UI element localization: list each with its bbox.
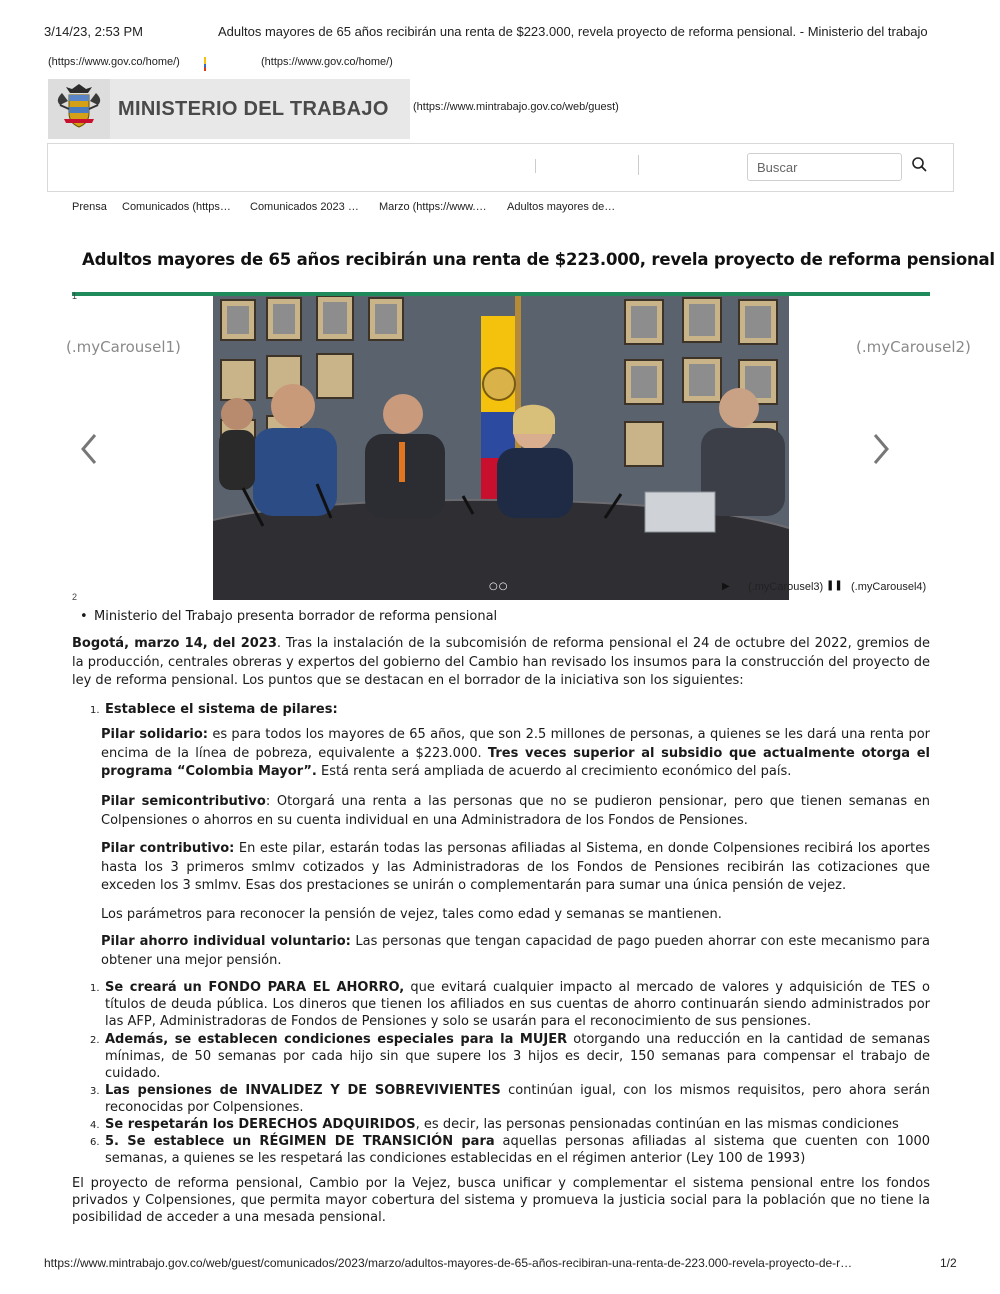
gov-home-link[interactable]: (https://www.gov.co/home/) <box>48 56 180 68</box>
pause-icon[interactable]: ❚❚ <box>826 580 843 591</box>
pilar-semi-label: Pilar semicontributivo <box>101 794 266 809</box>
carousel-prev-link[interactable]: (.myCarousel1) <box>66 338 181 356</box>
carousel-link-4[interactable]: (.myCarousel4) <box>851 581 927 593</box>
intro-lead: Bogotá, marzo 14, del 2023 <box>72 636 277 651</box>
invalidez-heading: Las pensiones de INVALIDEZ Y DE SOBREVIVIENTES <box>105 1083 501 1098</box>
breadcrumb-item-comunicados-2023[interactable]: Comunicados 2023 … <box>250 201 359 213</box>
pilar-ahorro <box>101 933 930 970</box>
ministry-title: MINISTERIO DEL TRABAJO <box>118 98 389 120</box>
breadcrumb-item-prensa[interactable]: Prensa <box>72 201 107 213</box>
chevron-left-icon[interactable] <box>79 432 99 466</box>
intro-text: . Tras la instalación de la subcomisión de reforma pensional el 24 de octubre del 2022, gremios de la producción, centrales obreras y expertos del gobierno del Cambio han revisado los insumos para la construcción del proyecto de ley de reforma pensional. Los puntos que se destacan en el borrador de la iniciativa son los siguientes: <box>72 636 930 688</box>
print-footer-url: https://www.mintrabajo.gov.co/web/guest/comunicados/2023/marzo/adultos-mayores-de-65-años-recibiran-una-renta-de-223.000-revela-proyecto-de-r… <box>44 1256 853 1270</box>
gov-colors-bar <box>204 57 206 71</box>
pilar-contrib-label: Pilar contributivo: <box>101 841 235 856</box>
print-page-number: 1/2 <box>940 1256 957 1270</box>
list-number: 1. <box>90 983 100 994</box>
nav-separator <box>638 155 639 175</box>
photo-caption <box>80 608 498 627</box>
ministry-home-link[interactable]: (https://www.mintrabajo.gov.co/web/guest) <box>413 101 619 113</box>
carousel-marker: 2 <box>72 592 78 602</box>
bullet-icon: • <box>80 609 88 624</box>
carousel-photo <box>213 296 789 600</box>
mujer-heading: Además, se establecen condiciones especiales para la MUJER <box>105 1032 568 1047</box>
search-input[interactable] <box>747 153 902 181</box>
list-number: 2. <box>90 1035 100 1046</box>
coat-of-arms-icon <box>48 79 110 139</box>
list-number: 1. <box>90 705 100 716</box>
carousel-next-link[interactable]: (.myCarousel2) <box>856 338 971 356</box>
carousel-marker: 1 <box>72 291 78 301</box>
gov-home-link-2[interactable]: (https://www.gov.co/home/) <box>261 56 393 68</box>
pilar-contrib-text: En este pilar, estarán todas las personas afiliadas al Sistema, en donde Colpensiones recibirá los aportes hasta los 3 primeros smlmv cotizados y las Administradoras de los Fondos de Pensiones recibirán las cotizaciones que exceden los 3 smlmv. Esas dos prestaciones se unirán o complementarán para sumar una única pensión de vejez. <box>101 841 930 893</box>
breadcrumb-item-current[interactable]: Adultos mayores de… <box>507 201 616 213</box>
fondo-ahorro-text: que evitará cualquier impacto al mercado de valores y adquisición de TES o títulos de deuda pública. Los dineros que tienen los afiliados en sus cuentas de ahorro continuarán siendo administrados por las AFP, Administradoras de Fondos de Pensiones y solo se usarán para el reconocimiento de sus pensiones. <box>105 980 930 1029</box>
print-page-title: Adultos mayores de 65 años recibirán una renta de $223.000, revela proyecto de reforma pensional. - Ministerio del trabajo <box>218 24 928 39</box>
list-number: 3. <box>90 1086 100 1097</box>
transicion-heading: 5. Se establece un RÉGIMEN DE TRANSICIÓN para <box>105 1134 495 1149</box>
closing-paragraph: El proyecto de reforma pensional, Cambio por la Vejez, busca unificar y complementar el sistema pensional entre los fondos privados y Colpensiones, que permita mayor cobertura del sistema y promueva la justicia social para la población que no tiene la posibilidad de acceder a una mesada pensional. <box>72 1176 930 1225</box>
pilar-solidario <box>101 726 930 782</box>
derechos-heading: Se respetarán los DERECHOS ADQUIRIDOS <box>105 1117 416 1132</box>
play-icon[interactable]: ▶ <box>722 581 730 592</box>
transicion-text: aquellas personas afiliadas al sistema que cuenten con 1000 semanas, a quienes se les respetará las condiciones establecidas en el régimen anterior (Ley 100 de 1993) <box>105 1134 931 1166</box>
print-date: 3/14/23, 2:53 PM <box>44 24 144 39</box>
pilar-solidario-highlight: Tres veces superior al subsidio que actualmente otorga el programa “Colombia Mayor”. <box>101 745 931 779</box>
fondo-ahorro-heading: Se creará un FONDO PARA EL AHORRO, <box>105 980 405 995</box>
pilar-semi-text: : Otorgará una renta a las personas que no se pudieron pensionar, pero que tienen semanas en Colpensiones o ahorros en su cuenta individual en una Administradora de los Fondos de Pensiones. <box>101 794 930 828</box>
page-title: Adultos mayores de 65 años recibirán una renta de $223.000, revela proyecto de reforma pensional <box>82 250 995 269</box>
breadcrumb-item-marzo[interactable]: Marzo (https://www.… <box>379 201 487 213</box>
nav-separator <box>535 159 536 173</box>
pilar-ahorro-label: Pilar ahorro individual voluntario: <box>101 934 351 949</box>
search-icon[interactable] <box>910 155 930 175</box>
derechos-text: , es decir, las personas pensionadas continúan en las mismas condiciones <box>415 1117 899 1132</box>
breadcrumb-item-comunicados[interactable]: Comunicados (https… <box>122 201 231 213</box>
list-number: 4. <box>90 1120 100 1131</box>
pilar-contributivo <box>101 840 930 896</box>
carousel-link-3[interactable]: (.myCarousel3) <box>748 581 824 593</box>
pillars-heading: Establece el sistema de pilares: <box>105 702 338 717</box>
pilar-ahorro-text: Las personas que tengan capacidad de pago pueden ahorrar con este mecanismo para obtener una mejor pensión. <box>101 934 930 968</box>
caption-text: Ministerio del Trabajo presenta borrador de reforma pensional <box>94 609 498 624</box>
mujer-text: otorgando una reducción en la cantidad de semanas mínimas, de 50 semanas por cada hijo sin que supere los 3 hijos es decir, 150 semanas para compensar el trabajo de cuidado. <box>105 1032 931 1081</box>
invalidez-text: continúan igual, con los mismos requisitos, pero ahora serán reconocidas por Colpensiones. <box>105 1083 930 1115</box>
chevron-right-icon[interactable] <box>871 432 891 466</box>
pilar-solidario-text-2: Está renta será ampliada de acuerdo al crecimiento económico del país. <box>316 764 792 779</box>
pilar-semicontributivo <box>101 793 930 830</box>
carousel-indicators[interactable]: ○○ <box>489 581 509 592</box>
list-number: 6. <box>90 1137 100 1148</box>
pilar-solidario-text: es para todos los mayores de 65 años, que son 2.5 millones de personas, a quienes se les dará una renta por encima de la línea de pobreza, equivalente a $223.000. <box>101 727 930 761</box>
parametros-paragraph: Los parámetros para reconocer la pensión de vejez, tales como edad y semanas se mantienen. <box>101 907 722 922</box>
pilar-solidario-label: Pilar solidario: <box>101 727 208 742</box>
intro-paragraph <box>72 635 930 691</box>
